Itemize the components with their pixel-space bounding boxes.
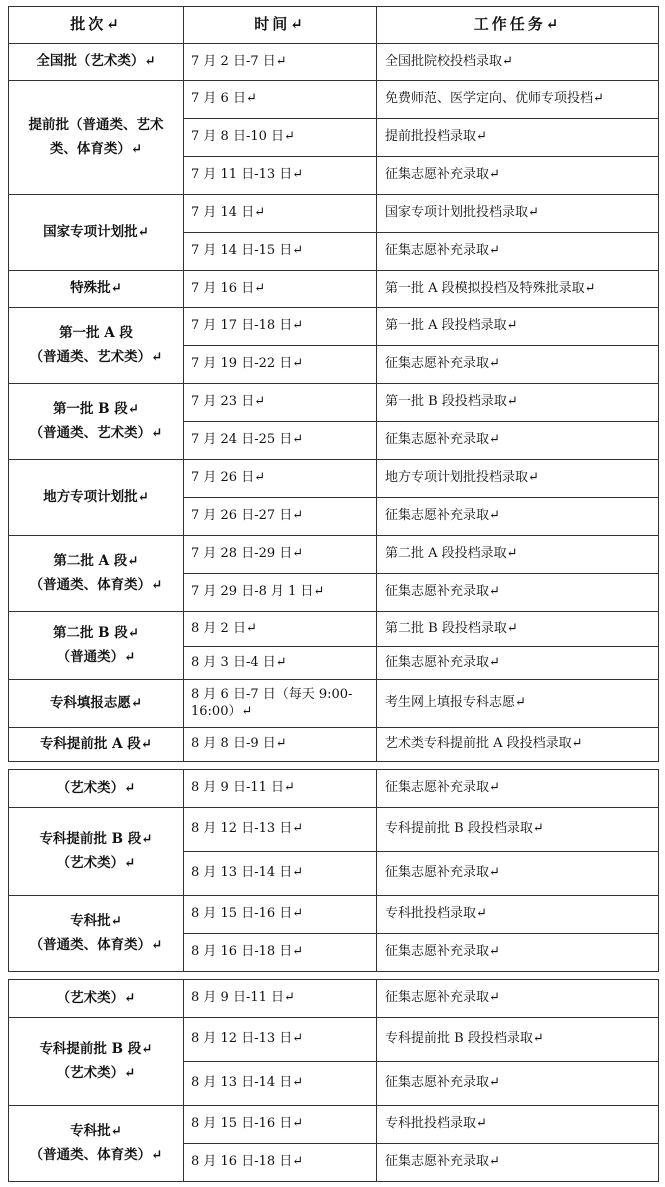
task-cell: 专科提前批 B 段投档录取↵ (377, 1018, 659, 1062)
task-cell: 征集志愿补充录取↵ (377, 574, 659, 612)
time-cell: 8 月 2 日↵ (184, 612, 377, 647)
table-row (9, 460, 659, 498)
batch-line: 第二批 A 段↵ (53, 552, 139, 569)
table-row (9, 195, 659, 233)
task-cell: 第一批 A 段投档录取↵ (377, 308, 659, 346)
table-row (9, 770, 659, 808)
task-cell: 征集志愿补充录取↵ (377, 770, 659, 808)
time-cell: 7 月 11 日-13 日↵ (184, 157, 377, 195)
batch-line: 专科提前批 A 段↵ (39, 735, 153, 752)
table-row (9, 728, 659, 762)
batch-cell (9, 536, 184, 612)
batch-line: 第二批 B 段↵ (52, 624, 140, 641)
time-cell: 8 月 16 日-18 日↵ (184, 1144, 377, 1182)
time-cell: 7 月 8 日-10 日↵ (184, 119, 377, 157)
time-cell: 7 月 17 日-18 日↵ (184, 308, 377, 346)
time-cell: 7 月 24 日-25 日↵ (184, 422, 377, 460)
table-row (9, 808, 659, 852)
batch-cell (9, 896, 184, 972)
task-cell: 提前批投档录取↵ (377, 119, 659, 157)
table-row (9, 896, 659, 934)
time-cell: 8 月 8 日-9 日↵ (184, 728, 377, 762)
schedule-document (8, 6, 658, 1182)
table-row (9, 271, 659, 308)
table-body-continued-2 (9, 980, 659, 1182)
batch-line: 第一批 B 段↵ (52, 400, 140, 417)
task-cell: 专科批投档录取↵ (377, 896, 659, 934)
header-batch: 批次↵ (9, 7, 184, 44)
task-cell: 免费师范、医学定向、优师专项投档↵ (377, 81, 659, 119)
task-cell: 考生网上填报专科志愿↵ (377, 680, 659, 728)
table-row (9, 680, 659, 728)
task-cell: 征集志愿补充录取↵ (377, 422, 659, 460)
task-cell: 征集志愿补充录取↵ (377, 934, 659, 972)
time-cell: 7 月 14 日-15 日↵ (184, 233, 377, 271)
batch-line: （艺术类）↵ (56, 779, 136, 796)
batch-cell (9, 44, 184, 81)
schedule-table-continued-1 (8, 769, 659, 972)
batch-line: （普通类、艺术类）↵ (29, 348, 163, 365)
batch-line: （艺术类）↵ (56, 989, 136, 1006)
batch-line: （艺术类）↵ (56, 1064, 136, 1081)
task-cell: 艺术类专科提前批 A 段投档录取↵ (377, 728, 659, 762)
header-time: 时间↵ (184, 7, 377, 44)
batch-cell (9, 460, 184, 536)
batch-line: 提前批（普通类、艺术 (28, 116, 164, 133)
time-cell: 8 月 12 日-13 日↵ (184, 1018, 377, 1062)
table-row (9, 980, 659, 1018)
schedule-table-continued-2 (8, 979, 659, 1182)
time-cell: 8 月 16 日-18 日↵ (184, 934, 377, 972)
time-cell: 8 月 12 日-13 日↵ (184, 808, 377, 852)
time-cell: 7 月 26 日-27 日↵ (184, 498, 377, 536)
batch-line: 类、体育类）↵ (49, 140, 143, 157)
time-cell: 8 月 13 日-14 日↵ (184, 852, 377, 896)
task-cell: 第二批 A 段投档录取↵ (377, 536, 659, 574)
time-cell: 8 月 9 日-11 日↵ (184, 770, 377, 808)
batch-line: 特殊批↵ (70, 280, 122, 297)
batch-cell (9, 1106, 184, 1182)
table-row (9, 1106, 659, 1144)
time-cell: 8 月 9 日-11 日↵ (184, 980, 377, 1018)
task-cell: 征集志愿补充录取↵ (377, 1144, 659, 1182)
task-cell: 第一批 B 段投档录取↵ (377, 384, 659, 422)
table-row (9, 81, 659, 119)
batch-line: 专科提前批 B 段↵ (39, 1040, 153, 1057)
time-cell: 8 月 15 日-16 日↵ (184, 1106, 377, 1144)
batch-line: （普通类、体育类）↵ (29, 936, 163, 953)
table-body-main (9, 44, 659, 762)
table-row (9, 308, 659, 346)
table-row (9, 536, 659, 574)
time-cell: 8 月 3 日-4 日↵ (184, 647, 377, 680)
time-cell: 8 月 6 日-7 日（每天 9:00-16:00）↵ (184, 680, 377, 728)
task-cell: 征集志愿补充录取↵ (377, 852, 659, 896)
time-cell: 7 月 29 日-8 月 1 日↵ (184, 574, 377, 612)
task-cell: 国家专项计划批投档录取↵ (377, 195, 659, 233)
task-cell: 专科批投档录取↵ (377, 1106, 659, 1144)
task-cell: 征集志愿补充录取↵ (377, 157, 659, 195)
batch-cell (9, 680, 184, 728)
batch-line: （普通类）↵ (56, 648, 136, 665)
time-cell: 7 月 26 日↵ (184, 460, 377, 498)
batch-line: （艺术类）↵ (56, 854, 136, 871)
time-cell: 7 月 28 日-29 日↵ (184, 536, 377, 574)
batch-line: 专科批↵ (70, 1122, 122, 1139)
batch-line: （普通类、艺术类）↵ (29, 424, 163, 441)
task-cell: 全国批院校投档录取↵ (377, 44, 659, 81)
batch-cell (9, 81, 184, 195)
table-row (9, 1018, 659, 1062)
time-cell: 7 月 19 日-22 日↵ (184, 346, 377, 384)
batch-cell (9, 271, 184, 308)
time-cell: 7 月 14 日↵ (184, 195, 377, 233)
batch-cell (9, 728, 184, 762)
table-row (9, 44, 659, 81)
task-cell: 第一批 A 段模拟投档及特殊批录取↵ (377, 271, 659, 308)
batch-cell (9, 980, 184, 1018)
batch-cell (9, 808, 184, 896)
table-row (9, 384, 659, 422)
batch-line: 专科填报志愿↵ (49, 694, 143, 711)
time-cell: 7 月 16 日↵ (184, 271, 377, 308)
batch-line: 专科提前批 B 段↵ (39, 830, 153, 847)
batch-line: 国家专项计划批↵ (43, 223, 149, 240)
batch-line: 第一批 A 段 (59, 324, 133, 341)
table-body-continued-1 (9, 770, 659, 972)
task-cell: 征集志愿补充录取↵ (377, 647, 659, 680)
schedule-table-main (8, 6, 659, 762)
batch-line: （普通类、体育类）↵ (29, 576, 163, 593)
time-cell: 8 月 13 日-14 日↵ (184, 1062, 377, 1106)
batch-line: 专科批↵ (70, 912, 122, 929)
task-cell: 征集志愿补充录取↵ (377, 980, 659, 1018)
batch-cell (9, 1018, 184, 1106)
batch-cell (9, 612, 184, 680)
time-cell: 8 月 15 日-16 日↵ (184, 896, 377, 934)
batch-line: 全国批（艺术类）↵ (36, 53, 156, 70)
time-cell: 7 月 23 日↵ (184, 384, 377, 422)
header-row (9, 7, 659, 44)
task-cell: 征集志愿补充录取↵ (377, 233, 659, 271)
batch-cell (9, 195, 184, 271)
time-cell: 7 月 2 日-7 日↵ (184, 44, 377, 81)
batch-line: 地方专项计划批↵ (43, 488, 149, 505)
task-cell: 征集志愿补充录取↵ (377, 1062, 659, 1106)
batch-line: （普通类、体育类）↵ (29, 1146, 163, 1163)
table-row (9, 612, 659, 647)
batch-cell (9, 308, 184, 384)
task-cell: 征集志愿补充录取↵ (377, 498, 659, 536)
time-cell: 7 月 6 日↵ (184, 81, 377, 119)
batch-cell (9, 770, 184, 808)
task-cell: 征集志愿补充录取↵ (377, 346, 659, 384)
batch-cell (9, 384, 184, 460)
header-task: 工作任务↵ (377, 7, 659, 44)
task-cell: 第二批 B 段投档录取↵ (377, 612, 659, 647)
task-cell: 地方专项计划批投档录取↵ (377, 460, 659, 498)
task-cell: 专科提前批 B 段投档录取↵ (377, 808, 659, 852)
